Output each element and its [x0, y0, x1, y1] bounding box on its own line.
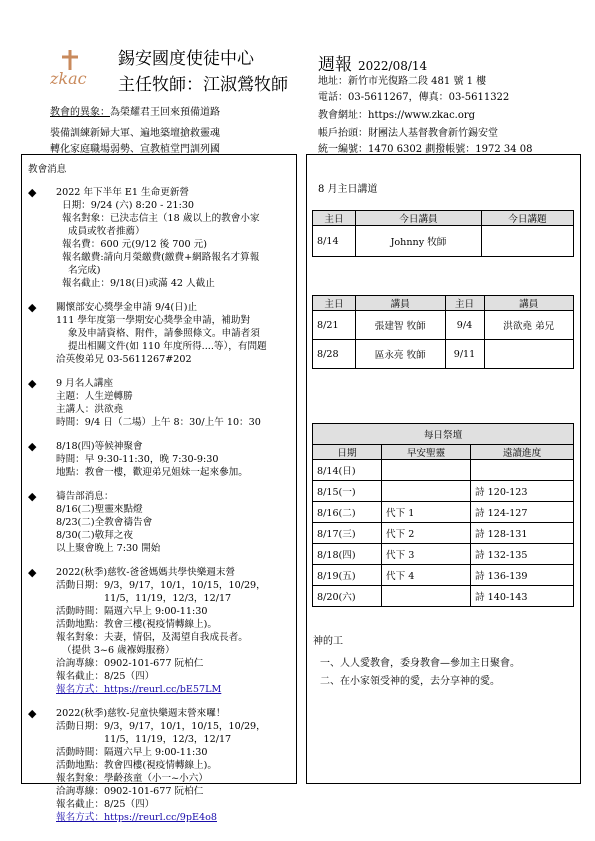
table-header: 主日: [445, 296, 484, 311]
news-line: 象及申請資格、附件，請參照條文。申請者須: [68, 328, 260, 339]
diamond-bullet-icon: ◆: [28, 707, 37, 720]
table-cell: 代下 4: [382, 565, 471, 586]
table-header: 主日: [313, 211, 356, 226]
table-cell: 張建智 牧師: [356, 311, 446, 340]
table-header: 今日講題: [481, 211, 573, 226]
news-line: 主講人：洪欲堯: [56, 404, 124, 415]
table-cell: 8/28: [313, 340, 356, 369]
website[interactable]: 教會網址：https://www.zkac.org: [318, 110, 476, 121]
news-heading: 8/18(四)等候神聚會: [56, 441, 143, 452]
table-cell: [484, 340, 574, 369]
table-cell: 8/18(四): [313, 544, 382, 565]
news-line: 8/23(二)全教會禱告會: [56, 517, 153, 528]
table-header: 講員: [484, 296, 574, 311]
table-cell: [471, 460, 574, 481]
news-line: 11/5，11/19，12/3，12/17: [104, 593, 232, 604]
news-item: [28, 440, 290, 479]
news-line: 報名繳費:請向月榮繳費(繳費+網路報名才算報: [62, 252, 260, 263]
news-line: 報名截止：8/25（四）: [56, 799, 155, 810]
news-line: 報名對象：夫妻，情侶，及渴望自我成長者。: [56, 632, 248, 643]
diamond-bullet-icon: ◆: [28, 186, 37, 199]
gods-work-line-1: 一、人人愛教會，委身教會—參加主日聚會。: [320, 658, 520, 669]
table-cell: 8/21: [313, 311, 356, 340]
sermon-title: 8 月主日講道: [318, 184, 378, 195]
news-line: 洽英俊弟兄 03-5611267#202: [56, 354, 192, 365]
table-caption: 每日祭壇: [313, 424, 574, 445]
table-cell: 代下 2: [382, 523, 471, 544]
news-line: 活動地點：教會三樓(視疫情轉線上)。: [56, 619, 217, 630]
table-header: 講員: [356, 296, 446, 311]
table-cell: 9/4: [445, 311, 484, 340]
church-name: 錫安國度使徒中心: [118, 49, 254, 69]
news-line: 洽詢專線：0902-101-677 阮柏仁: [56, 786, 204, 797]
table-cell: [382, 586, 471, 607]
church-logo: [50, 48, 104, 88]
table-header: 日期: [313, 445, 382, 460]
gods-work-line-2: 二、在小家領受神的愛，去分享神的愛。: [320, 676, 500, 687]
news-line: 名完成): [68, 265, 101, 276]
table-header: 早安聖靈: [382, 445, 471, 460]
table-cell: 詩 120-123: [471, 481, 574, 502]
diamond-bullet-icon: ◆: [28, 440, 37, 453]
table-cell: Johnny 牧師: [356, 226, 482, 257]
table-cell: 詩 140-143: [471, 586, 574, 607]
news-line: 11/5，11/19，12/3，12/17: [104, 734, 232, 745]
tax-id: 統一編號：1470 6302 劃撥帳號：1972 34 08: [318, 144, 533, 155]
gods-work-title: 神的工: [313, 636, 343, 647]
news-heading: 2022(秋季)慈牧-爸爸媽媽共學快樂週末營: [56, 567, 236, 578]
sermon-table: [312, 210, 574, 257]
news-heading: 2022 年下半年 E1 生命更新營: [56, 187, 190, 198]
diamond-bullet-icon: ◆: [28, 377, 37, 390]
vision-line-2: 裝備訓練新婦大軍、遍地築壇搶救靈魂: [50, 128, 220, 139]
news-line: 8/16(二)聖靈來點燈: [56, 504, 143, 515]
table-header: 今日講員: [356, 211, 482, 226]
news-line: 活動時間：隔週六早上 9:00-11:30: [56, 606, 208, 617]
registration-link[interactable]: 報名方式：https://reurl.cc/9pE4o8: [56, 812, 217, 823]
table-header-row: [313, 445, 574, 460]
table-row: [313, 481, 574, 502]
registration-link[interactable]: 報名方式：https://reurl.cc/bE57LM: [56, 684, 222, 695]
news-item: [28, 301, 290, 366]
news-line: 報名截止：9/18(日)或滿 42 人截止: [62, 278, 215, 289]
table-cell: 區永亮 牧師: [356, 340, 446, 369]
phone: 電話：03-5611267，傳真：03-5611322: [318, 92, 510, 103]
weekly-label: 週報: [318, 55, 352, 75]
table-header-row: [313, 296, 574, 311]
news-line: 地點：教會一樓，歡迎弟兄姐妹一起來參加。: [56, 467, 248, 478]
news-line: 報名截止：8/25（四）: [56, 671, 155, 682]
news-line: 以上聚會晚上 7:30 開始: [56, 543, 161, 554]
news-item: [28, 186, 290, 290]
address: 地址：新竹市光復路二段 481 號 1 樓: [318, 76, 487, 87]
bulletin-date: 2022/08/14: [358, 59, 428, 73]
pastor-name: 主任牧師：江淑鶯牧師: [118, 75, 288, 95]
table-cell: 代下 3: [382, 544, 471, 565]
news-item: [28, 490, 290, 555]
table-cell: [481, 226, 573, 257]
news-line: 日期：9/24 (六) 8:20 - 21:30: [62, 200, 195, 211]
table-cell: 代下 1: [382, 502, 471, 523]
news-line: [56, 683, 290, 696]
table-row: [313, 340, 574, 369]
news-item: [28, 707, 290, 824]
church-news-panel: [21, 154, 297, 823]
table-header-row: [313, 211, 574, 226]
table-row: [313, 502, 574, 523]
news-line: 活動時間：隔週六早上 9:00-11:30: [56, 747, 208, 758]
news-heading: 禱告部消息：: [56, 491, 114, 502]
news-line: 活動日期：9/3，9/17，10/1，10/15，10/29，: [56, 580, 266, 591]
table-cell: 8/19(五): [313, 565, 382, 586]
news-line: 時間：9/4 日（二場）上午 8：30/上午 10：30: [56, 417, 261, 428]
news-item: [28, 377, 290, 429]
svg-text:zkac: zkac: [50, 69, 87, 88]
table-cell: 洪欲堯 弟兄: [484, 311, 574, 340]
news-line: 活動地點：教會四樓(視疫情轉線上)。: [56, 760, 217, 771]
table-caption-row: [313, 424, 574, 445]
news-line: 主題：人生逆轉勝: [56, 391, 133, 402]
table-cell: 詩 128-131: [471, 523, 574, 544]
news-line: （提供 3~6 歲褓姆服務）: [62, 645, 175, 656]
table-cell: 8/15(一): [313, 481, 382, 502]
table-row: [313, 226, 574, 257]
daily-altar-table: [312, 423, 574, 607]
news-line: 洽詢專線：0902-101-677 阮柏仁: [56, 658, 204, 669]
news-line: 報名費：600 元(9/12 後 700 元): [62, 239, 208, 250]
table-cell: 8/14: [313, 226, 356, 257]
news-heading: 關懷部安心獎學金申請 9/4(日)止: [56, 302, 198, 313]
vision-line-3: 轉化家庭職場弱勢、宣教植堂門訓列國: [50, 144, 220, 155]
news-line: [56, 811, 290, 824]
table-cell: [382, 460, 471, 481]
table-cell: 8/16(二): [313, 502, 382, 523]
vision-line-1: [50, 103, 220, 118]
table-cell: 詩 124-127: [471, 502, 574, 523]
table-cell: 9/11: [445, 340, 484, 369]
table-cell: 8/14(日): [313, 460, 382, 481]
news-line: 111 學年度第一學期安心獎學金申請，補助對: [56, 315, 251, 326]
diamond-bullet-icon: ◆: [28, 490, 37, 503]
table-cell: [382, 481, 471, 502]
diamond-bullet-icon: ◆: [28, 566, 37, 579]
news-item: [28, 566, 290, 696]
table-header: 遠讀進度: [471, 445, 574, 460]
news-line: 活動日期：9/3，9/17，10/1，10/15，10/29，: [56, 721, 266, 732]
table-cell: 8/17(三): [313, 523, 382, 544]
vision-text: 為榮耀君王回來預備道路: [110, 107, 220, 118]
table-cell: 8/20(六): [313, 586, 382, 607]
news-line: 時間：早 9:30-11:30，晚 7:30-9:30: [56, 454, 219, 465]
diamond-bullet-icon: ◆: [28, 301, 37, 314]
table-header: 主日: [313, 296, 356, 311]
table-row: [313, 544, 574, 565]
speaker-table: [312, 295, 574, 369]
table-row: [313, 311, 574, 340]
table-row: [313, 586, 574, 607]
news-title: 教會消息: [28, 164, 67, 175]
news-line: 提出相關文件(如 110 年度所得....等），有問題: [68, 341, 267, 352]
news-heading: 2022(秋季)慈牧-兒童快樂週末營來囉！: [56, 708, 226, 719]
news-line: 8/30(二)敬拜之夜: [56, 530, 133, 541]
news-line: 成員或牧者推薦）: [68, 226, 145, 237]
account-name: 帳戶抬頭：財團法人基督教會新竹錫安堂: [318, 128, 498, 139]
news-line: 報名對象：學齡孩童（小一~小六）: [56, 773, 208, 784]
table-row: [313, 565, 574, 586]
table-row: [313, 460, 574, 481]
table-row: [313, 523, 574, 544]
table-cell: 詩 136-139: [471, 565, 574, 586]
news-heading: 9 月名人講座: [56, 378, 114, 389]
news-line: 報名對象：已決志信主（18 歲以上的教會小家: [62, 213, 260, 224]
vision-label: 教會的異象：: [50, 107, 110, 118]
table-cell: 詩 132-135: [471, 544, 574, 565]
